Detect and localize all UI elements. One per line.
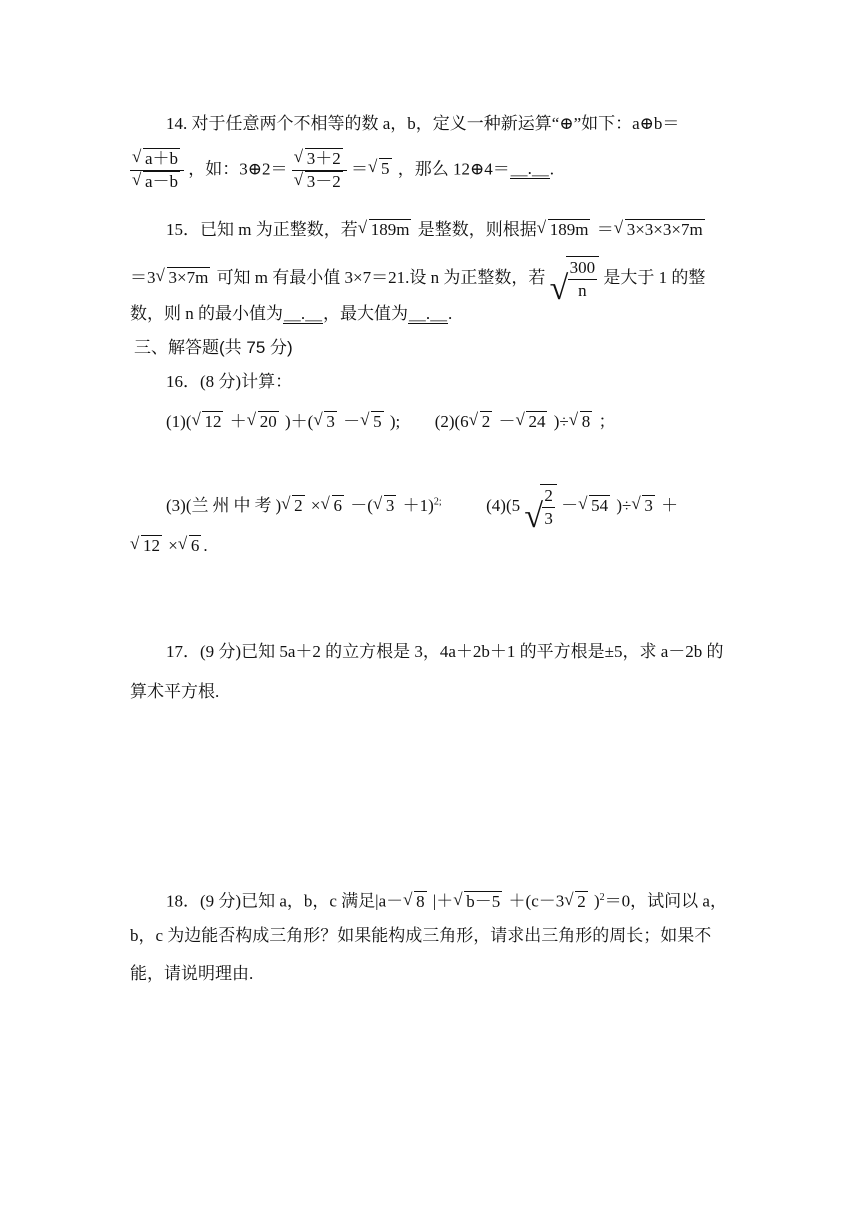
sqrt-icon: √ 3 xyxy=(373,494,397,518)
sqrt-icon: √ 8 xyxy=(569,410,593,434)
sqrt-icon: √ 2 xyxy=(564,890,588,914)
q14-answer-blank[interactable]: ＿.＿ xyxy=(510,159,549,179)
sqrt-icon: √ 24 xyxy=(515,410,547,434)
sqrt-icon: √ 3×7m xyxy=(156,266,211,290)
q16-head: 16．(8 分)计算： xyxy=(166,372,293,391)
q14-definition-fraction xyxy=(130,148,184,193)
sqrt-icon: √ 2 xyxy=(469,410,493,434)
q14-line1 xyxy=(166,112,679,136)
q18-line3: 能，请说明理由. xyxy=(130,964,254,983)
q17-line1: 17．(9 分)已知 5a＋2 的立方根是 3，4a＋2b＋1 的平方根是±5，求 a－2b 的 xyxy=(166,642,724,661)
sqrt-icon: √ b－5 xyxy=(453,890,502,914)
q15-max-blank[interactable]: ＿.＿ xyxy=(408,304,448,323)
sqrt-icon: √ 6 xyxy=(178,534,202,558)
sqrt-icon: √ 5 xyxy=(360,410,384,434)
sqrt-icon: √ 6 xyxy=(321,494,345,518)
sqrt-icon: √ 54 xyxy=(578,494,610,518)
sqrt-icon: √ 8 xyxy=(403,890,427,914)
q15-line3: 数，则 n 的最小值为＿.＿，最大值为＿.＿. xyxy=(130,304,453,323)
q18-line2: b，c 为边能否构成三角形？如果能构成三角形，请求出三角形的周长；如果不 xyxy=(130,926,712,945)
q14-ask: ，那么 12⊕4＝ xyxy=(397,159,510,179)
sqrt-icon: √ 3 xyxy=(313,410,337,434)
q15-line2: ＝3√ 3×7m 可知 m 有最小值 3×7＝21.设 n 为正整数，若 √ $\frac{300}{n}$ 是大于 1 的整 xyxy=(130,256,705,302)
q17-line2: 算术平方根. xyxy=(130,682,220,701)
q14-example-fraction xyxy=(292,148,347,193)
sqrt-icon: √ 3－2 xyxy=(294,171,343,193)
sqrt-icon: √ 2 xyxy=(281,494,305,518)
q16-part1-2: (1)(√ 12 ＋√ 20 )＋(√ 3 －√ 5 ); (2)(6√ 2 －√ 24 )÷√ 8 ； xyxy=(166,410,615,434)
sqrt-icon: √ 3 xyxy=(631,494,655,518)
sqrt-icon: √ $\frac{2}{3}$ xyxy=(524,484,557,530)
q14-example-text: ，如：3⊕2＝ xyxy=(188,159,288,179)
section-title: 三、解答题(共 75 分) xyxy=(134,338,293,357)
sqrt-icon: √ a－b xyxy=(132,171,180,193)
sqrt-icon: √ $\frac{300}{n}$ xyxy=(550,256,600,302)
sqrt-icon: √ 5 xyxy=(368,157,392,181)
sqrt-icon: √ 12 xyxy=(191,410,223,434)
sqrt-icon: √ 189m xyxy=(537,218,591,242)
q15-min-blank[interactable]: ＿.＿ xyxy=(283,304,323,323)
sqrt-icon: √ 3×3×3×7m xyxy=(614,218,705,242)
sqrt-icon: √ 12 xyxy=(130,534,162,558)
sqrt-icon: √ 3＋2 xyxy=(294,148,343,170)
sqrt-icon: √ 20 xyxy=(247,410,279,434)
q16-part4-cont: √ 12 ×√ 6 . xyxy=(130,534,208,558)
q14-lead: 14. 对于任意两个不相等的数 a，b，定义一种新运算“⊕”如下：a⊕b＝ xyxy=(166,114,680,133)
q16-part3-4: (3)(兰州中考)√ 2 ×√ 6 －(√ 3 ＋1)$^{2;}$ (4)(5 √ $\frac{2}{3}$ －√ 54 )÷√ 3 ＋ xyxy=(166,484,678,530)
q18-line1: 18．(9 分)已知 a，b，c 满足|a－√ 8 |＋√ b－5 ＋(c－3√ 2 )$^2$＝0，试问以 a， xyxy=(166,886,727,914)
q15-line1: 15．已知 m 为正整数，若√ 189m 是整数，则根据√ 189m ＝√ 3×3×3×7m xyxy=(166,218,707,242)
q14-line2: √ a＋b √ a－b ，如：3⊕2＝ √ 3＋2 √ 3－2 ＝√ 5 ，那么 12⊕4＝＿.＿. xyxy=(130,148,554,193)
sqrt-icon: √ a＋b xyxy=(132,148,180,170)
sqrt-icon: √ 189m xyxy=(358,218,412,242)
